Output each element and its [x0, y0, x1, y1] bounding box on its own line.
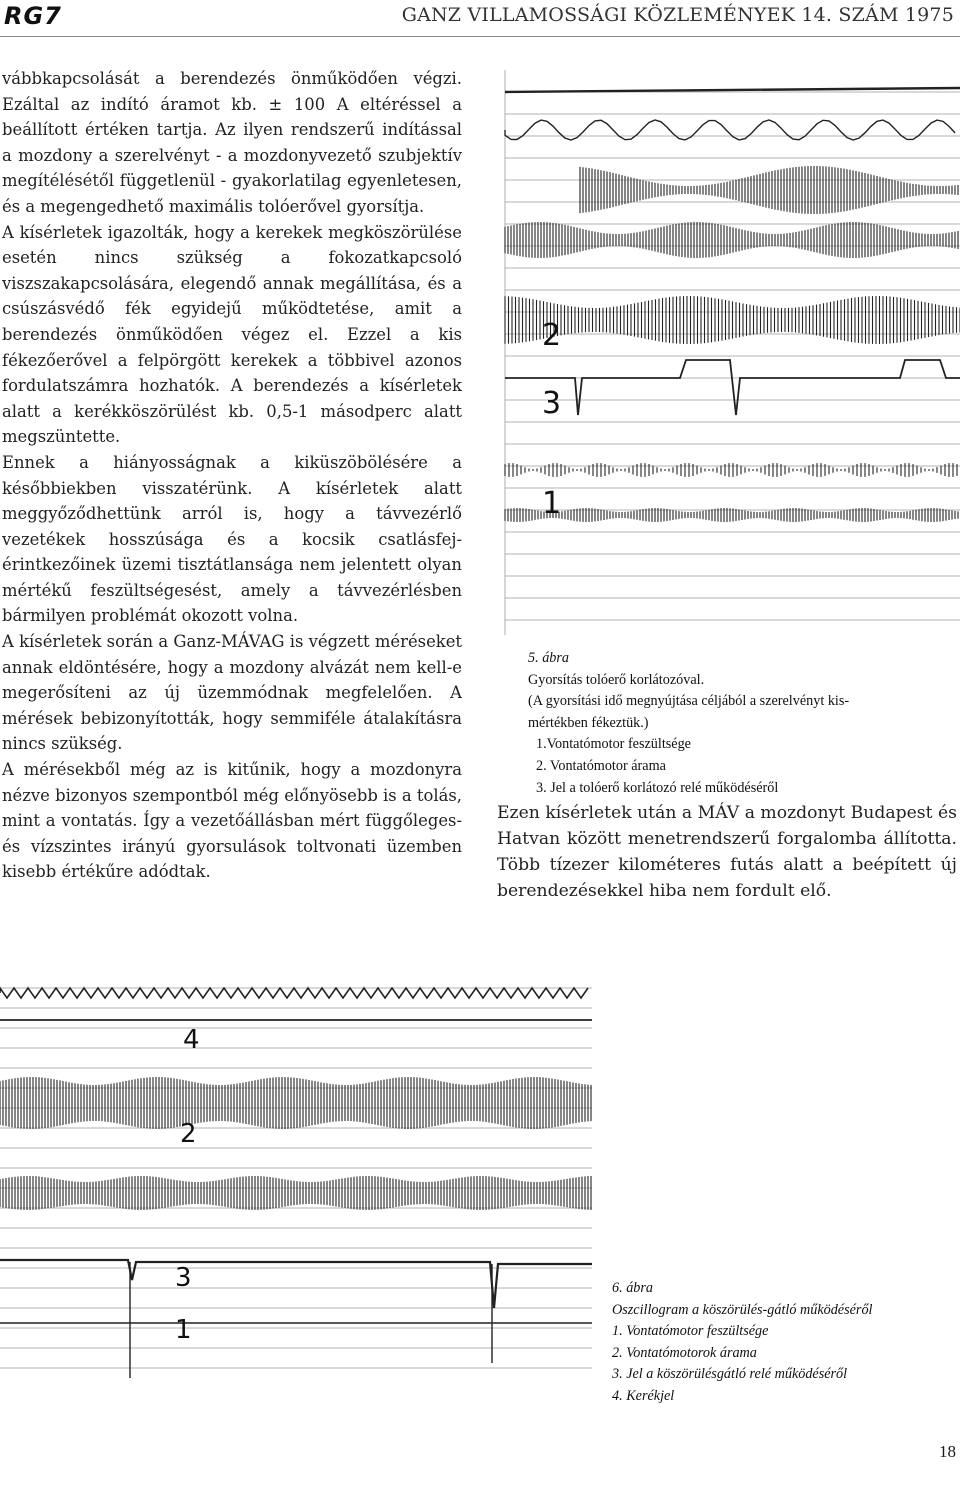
page-number: 18	[939, 1442, 956, 1461]
figure5-trace-label: 2	[542, 318, 562, 353]
caption-line: 2. Vontatómotor árama	[536, 757, 666, 774]
relay-trace	[505, 360, 960, 415]
paragraph: A kísérletek során a Ganz-MÁVAG is végzett méréseket annak eldöntésére, hogy a mozdony alvázát nem kell-e megerősíteni az új üzemmódnak megfelelően. A mérések bebizonyították, hogy semmiféle átalakításra nincs szükség.	[2, 632, 462, 754]
paragraph: vábbkapcsolását a berendezés önműködően végzi. Ezáltal az indító áramot kb. ± 100 A eltéréssel a beállított értéken tartja. Az ilyen rendszerű indítással a mozdony a szerelvényt - a mozdonyvezető szubjektív megítélésétől függetlenül - gyakorlatilag egyenletesen, és a megengedhető maximális tolóerővel gyorsítja.	[2, 69, 462, 216]
paragraph: A kísérletek igazolták, hogy a kerekek megköszörülése esetén nincs szükség a fokozatkapcsoló viszszakapcsolására, elegendő annak megállítása, és a csúszásvédő fék egyidejű működtetése, amit a berendezés önműködően végez el. Ezzel a kis fékezőerővel a felpörgött kerekek a többivel azonos fordulatszámra hozhatók. A berendezés a kísérletek alatt a kerékköszörülést kb. 0,5-1 másodperc alatt megszüntette.	[2, 222, 462, 447]
figure6-grid	[0, 988, 592, 1368]
voltage-trace	[505, 463, 957, 477]
caption-line: 2. Vontatómotorok árama	[612, 1344, 757, 1361]
current-trace	[0, 1077, 591, 1129]
caption-line: Gyorsítás tolóerő korlátozóval.	[528, 671, 705, 688]
current-trace	[505, 296, 960, 344]
paragraph: Ezen kísérletek után a MÁV a mozdonyt Budapest és Hatvan között menetrendszerű forgalomba állította. Több tízezer kilométeres futás alatt a beépített új berendezésekkel hiba nem fordult elő.	[497, 803, 957, 901]
caption-line: 1.Vontatómotor feszültsége	[536, 736, 691, 753]
left-column-text	[2, 66, 462, 885]
figure6-trace-label: 2	[180, 1119, 197, 1149]
top-trace	[505, 88, 960, 92]
paragraph: Ennek a hiányosságnak a kiküszöbölésére a későbbiekben visszatérünk. A kísérletek alatt meggyőződhettünk arról is, hogy a távvezérlő vezetékek hosszúsága és a kocsik csatlásfej-érintkezőinek üzemi tisztátlansága nem jelentett olyan mértékű feszültségesést, amely a távvezérlésben bármilyen problémát okozott volna.	[2, 452, 462, 626]
figure6-trace-label: 4	[183, 1025, 200, 1055]
wheel-signal-trace	[0, 988, 588, 998]
current-trace	[0, 1176, 591, 1210]
figure6-trace-label: 3	[175, 1263, 192, 1293]
figure5-oscillogram	[500, 70, 960, 640]
figure6-oscillogram	[0, 968, 592, 1388]
current-trace	[580, 166, 958, 214]
figure5-trace-label: 1	[542, 486, 562, 521]
caption-line: 1. Vontatómotor feszültsége	[612, 1323, 769, 1340]
figure5-grid	[505, 70, 960, 635]
header-divider	[0, 36, 960, 37]
wheel-trace	[505, 120, 955, 140]
journal-logo: RG7	[4, 2, 62, 30]
right-column-text	[497, 800, 957, 904]
running-title: GANZ VILLAMOSSÁGI KÖZLEMÉNYEK 14. SZÁM 1975	[401, 4, 954, 26]
figure5-trace-label: 3	[542, 386, 562, 421]
figure5-traces	[505, 88, 960, 522]
caption-line: 4. Kerékjel	[612, 1387, 675, 1404]
caption-line: 3. Jel a köszörülésgátló relé működéséről	[612, 1366, 848, 1383]
current-trace	[505, 222, 958, 258]
caption-line: (A gyorsítási idő megnyújtása céljából a szerelvényt kis-	[528, 693, 850, 710]
caption-line: Oszcillogram a köszörülés-gátló működéséről	[612, 1301, 873, 1318]
relay-trace	[0, 1260, 592, 1308]
figure6-number: 6. ábra	[612, 1280, 653, 1296]
figure6-caption	[612, 1278, 872, 1408]
figure5-number: 5. ábra	[528, 650, 569, 666]
figure5-caption	[528, 648, 849, 799]
figure6-traces	[0, 988, 592, 1378]
figure6-trace-label: 1	[175, 1315, 192, 1345]
caption-line: 3. Jel a tolóerő korlátozó relé működéséről	[536, 779, 779, 796]
paragraph: A mérésekből még az is kitűnik, hogy a mozdonyra nézve bizonyos szempontból még előnyösebb is a tolás, mint a vontatás. Így a vezetőállásban mért függőleges- és vízszintes irányú gyorsulások toltvonati üzemben kisebb értékűre adódtak.	[2, 760, 462, 882]
caption-line: mértékben fékeztük.)	[528, 714, 649, 731]
